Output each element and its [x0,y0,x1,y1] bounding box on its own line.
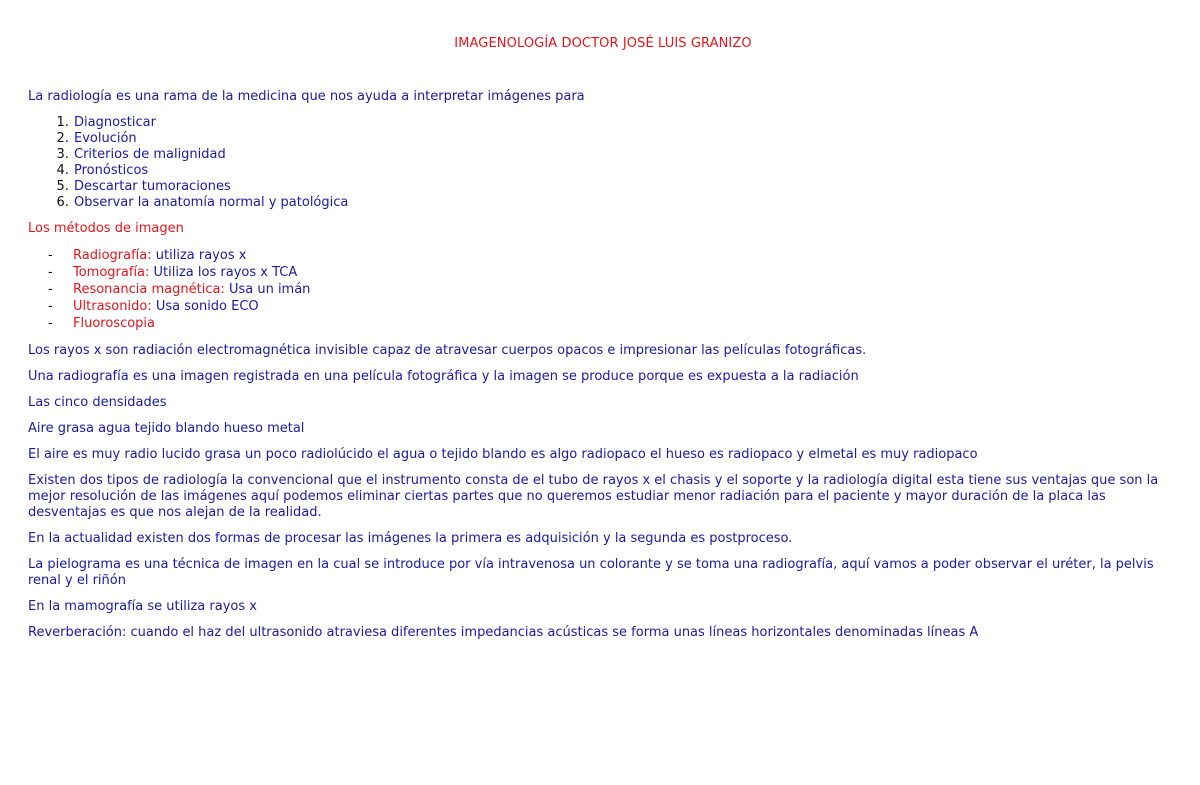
list-item [28,264,1178,281]
method-name: Fluoroscopia [73,316,155,331]
list-item: 3. Criterios de malignidad [73,147,1178,163]
paragraph-densities-detail: El aire es muy radio lucido grasa un poco radiolúcido el agua o tejido blando es algo radiopaco el hueso es radiopaco y elmetal es muy radiopaco [28,447,978,462]
paragraph-image-processing: En la actualidad existen dos formas de procesar las imágenes la primera es adquisición y la segunda es postproceso. [28,531,793,546]
paragraph-densities-heading: Las cinco densidades [28,395,167,410]
methods-list [28,247,1178,332]
paragraph-xray-definition: Los rayos x son radiación electromagnética invisible capaz de atravesar cuerpos opacos e impresionar las películas fotográficas. [28,343,867,358]
dash-marker: - [48,248,53,263]
dash-marker: - [48,316,53,331]
uses-list [28,115,1178,211]
list-item: 6. Observar la anatomía normal y patológica [73,195,1178,211]
paragraph-mammography: En la mamografía se utiliza rayos x [28,599,257,614]
paragraph-pyelogram: La pielograma es una técnica de imagen en la cual se introduce por vía intravenosa un colorante y se toma una radiografía, aquí vamos a poder observar el uréter, la pelvis renal y el riñón [28,557,1154,588]
list-item [28,298,1178,315]
list-item [28,315,1178,332]
method-desc: Utiliza los rayos x TCA [149,265,298,280]
list-item: 5. Descartar tumoraciones [73,179,1178,195]
list-item: 1. Diagnosticar [73,115,1178,131]
paragraph-radiography-definition: Una radiografía es una imagen registrada en una película fotográfica y la imagen se produce porque es expuesta a la radiación [28,369,859,384]
document-title: IMAGENOLOGÍA DOCTOR JOSÉ LUIS GRANIZO [454,36,752,51]
method-desc: utiliza rayos x [151,248,247,263]
list-item: 2. Evolución [73,131,1178,147]
method-desc: Usa sonido ECO [151,299,259,314]
document-page [28,36,1178,651]
method-name: Tomografía: [73,265,150,280]
paragraph-densities-list: Aire grasa agua tejido blando hueso metal [28,421,305,436]
method-name: Radiografía: [73,248,152,263]
method-desc: Usa un imán [224,282,311,297]
dash-marker: - [48,282,53,297]
method-name: Ultrasonido: [73,299,152,314]
list-item [28,247,1178,264]
method-name: Resonancia magnética: [73,282,225,297]
list-item [28,281,1178,298]
intro-paragraph: La radiología es una rama de la medicina que nos ayuda a interpretar imágenes para [28,89,585,104]
list-item: 4. Pronósticos [73,163,1178,179]
dash-marker: - [48,265,53,280]
paragraph-reverberation: Reverberación: cuando el haz del ultrasonido atraviesa diferentes impedancias acústicas se forma unas líneas horizontales denominadas líneas A [28,625,979,640]
paragraph-radiology-types: Existen dos tipos de radiología la convencional que el instrumento consta de el tubo de rayos x el chasis y el soporte y la radiología digital esta tiene sus ventajas que son la mejor resolución de las imágenes aquí podemos eliminar ciertas partes que no queremos estudiar menor radiación para el paciente y mayor duración de la placa las desventajas es que nos alejan de la realidad. [28,473,1159,520]
dash-marker: - [48,299,53,314]
methods-heading: Los métodos de imagen [28,221,184,236]
